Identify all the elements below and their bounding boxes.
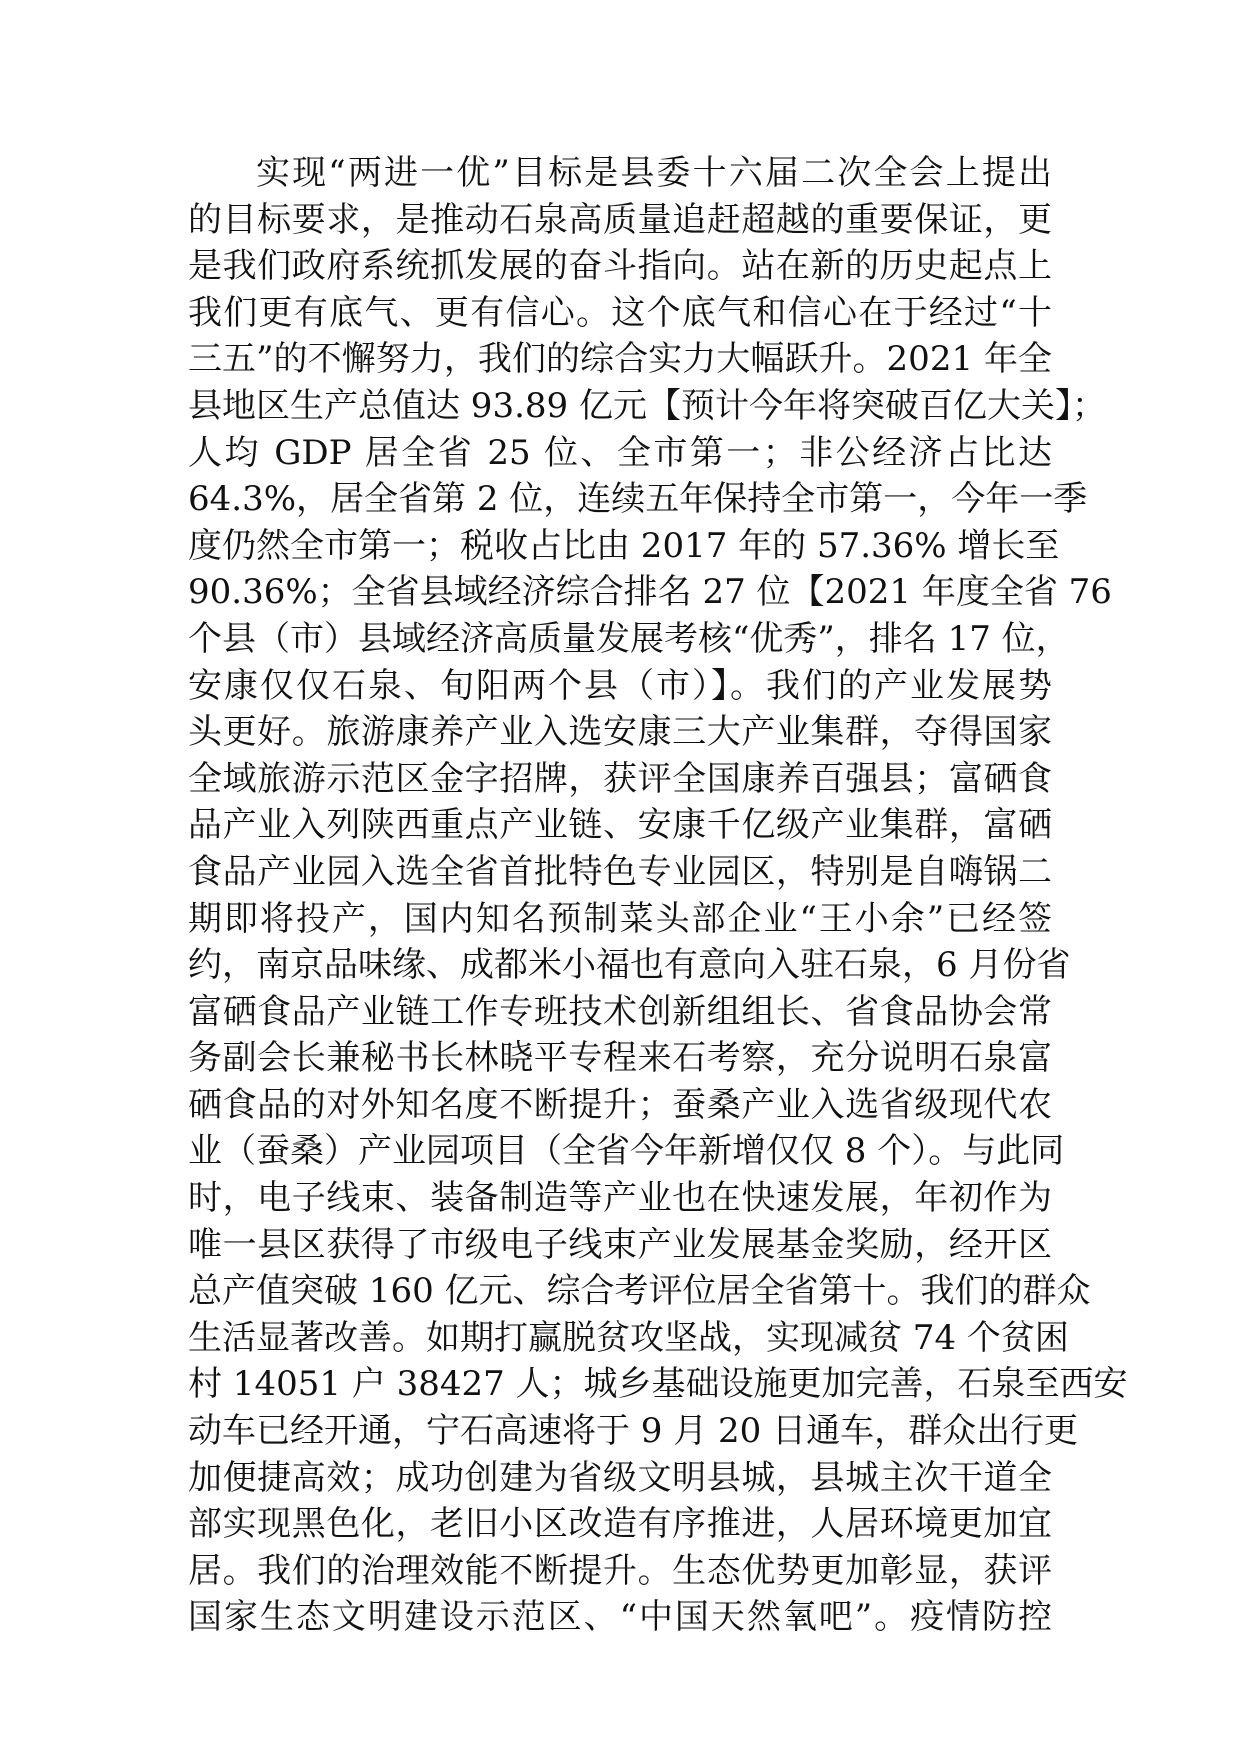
text-line: 约，南京品味缘、成都米小福也有意向入驻石泉，6 月份省: [188, 945, 1071, 986]
text-line: 的目标要求，是推动石泉高质量追赶超越的重要保证，更: [188, 199, 1052, 240]
text-line: 食品产业园入选全省首批特色专业园区，特别是自嗨锅二: [188, 851, 1052, 892]
body-paragraph: [188, 150, 1128, 1641]
text-line: 人均 GDP 居全省 25 位、全市第一；非公经济占比达: [188, 432, 1052, 473]
text-line: 生活显著改善。如期打赢脱贫攻坚战，实现减贫 74 个贫困: [188, 1317, 1069, 1358]
text-line: 富硒食品产业链工作专班技术创新组组长、省食品协会常: [188, 991, 1052, 1032]
text-line: 度仍然全市第一；税收占比由 2017 年的 57.36% 增长至: [188, 525, 1060, 566]
text-line: 加便捷高效；成功创建为省级文明县城，县城主次干道全: [188, 1457, 1052, 1498]
text-line: 实现“两进一优”目标是县委十六届二次全会上提出: [256, 153, 1052, 193]
text-line: 动车已经开通，宁石高速将于 9 月 20 日通车，群众出行更: [188, 1411, 1079, 1452]
text-line: 时，电子线束、装备制造等产业也在快速发展，年初作为: [188, 1178, 1052, 1219]
text-line: 居。我们的治理效能不断提升。生态优势更加彰显，获评: [188, 1550, 1052, 1591]
text-line: 务副会长兼秘书长林晓平专程来石考察，充分说明石泉富: [188, 1038, 1052, 1079]
text-line: 业（蚕桑）产业园项目（全省今年新增仅仅 8 个）。与此同: [188, 1131, 1065, 1172]
text-line: 国家生态文明建设示范区、“中国天然氧吧”。疫情防控: [188, 1597, 1052, 1638]
text-line: 64.3%，居全省第 2 位，连续五年保持全市第一，今年一季: [188, 479, 1088, 520]
text-line: 是我们政府系统抓发展的奋斗指向。站在新的历史起点上: [188, 246, 1052, 287]
text-line: 期即将投产，国内知名预制菜头部企业“王小余”已经签: [188, 898, 1052, 939]
text-line: 个县（市）县域经济高质量发展考核“优秀”，排名 17 位，: [188, 618, 1070, 659]
text-line: 村 14051 户 38427 人；城乡基础设施更加完善，石泉至西安: [188, 1364, 1128, 1405]
text-line: 品产业入列陕西重点产业链、安康千亿级产业集群，富硒: [188, 805, 1052, 846]
text-line: 头更好。旅游康养产业入选安康三大产业集群，夺得国家: [188, 712, 1052, 753]
text-line: 硒食品的对外知名度不断提升；蚕桑产业入选省级现代农: [188, 1084, 1052, 1125]
text-line: 安康仅仅石泉、旬阳两个县（市）】。我们的产业发展势: [188, 665, 1052, 706]
text-line: 部实现黑色化，老旧小区改造有序推进，人居环境更加宜: [188, 1504, 1052, 1545]
text-line: 县地区生产总值达 93.89 亿元【预计今年将突破百亿大关】；: [188, 385, 1106, 426]
text-line: 唯一县区获得了市级电子线束产业发展基金奖励，经开区: [188, 1224, 1052, 1265]
text-line: 总产值突破 160 亿元、综合考评位居全省第十。我们的群众: [188, 1271, 1091, 1312]
text-line: 全域旅游示范区金字招牌，获评全国康养百强县；富硒食: [188, 758, 1052, 799]
text-line: 90.36%；全省县域经济综合排名 27 位【2021 年度全省 76: [188, 572, 1112, 613]
text-line: 我们更有底气、更有信心。这个底气和信心在于经过“十: [188, 292, 1052, 333]
text-line: 三五”的不懈努力，我们的综合实力大幅跃升。2021 年全: [188, 339, 1052, 380]
